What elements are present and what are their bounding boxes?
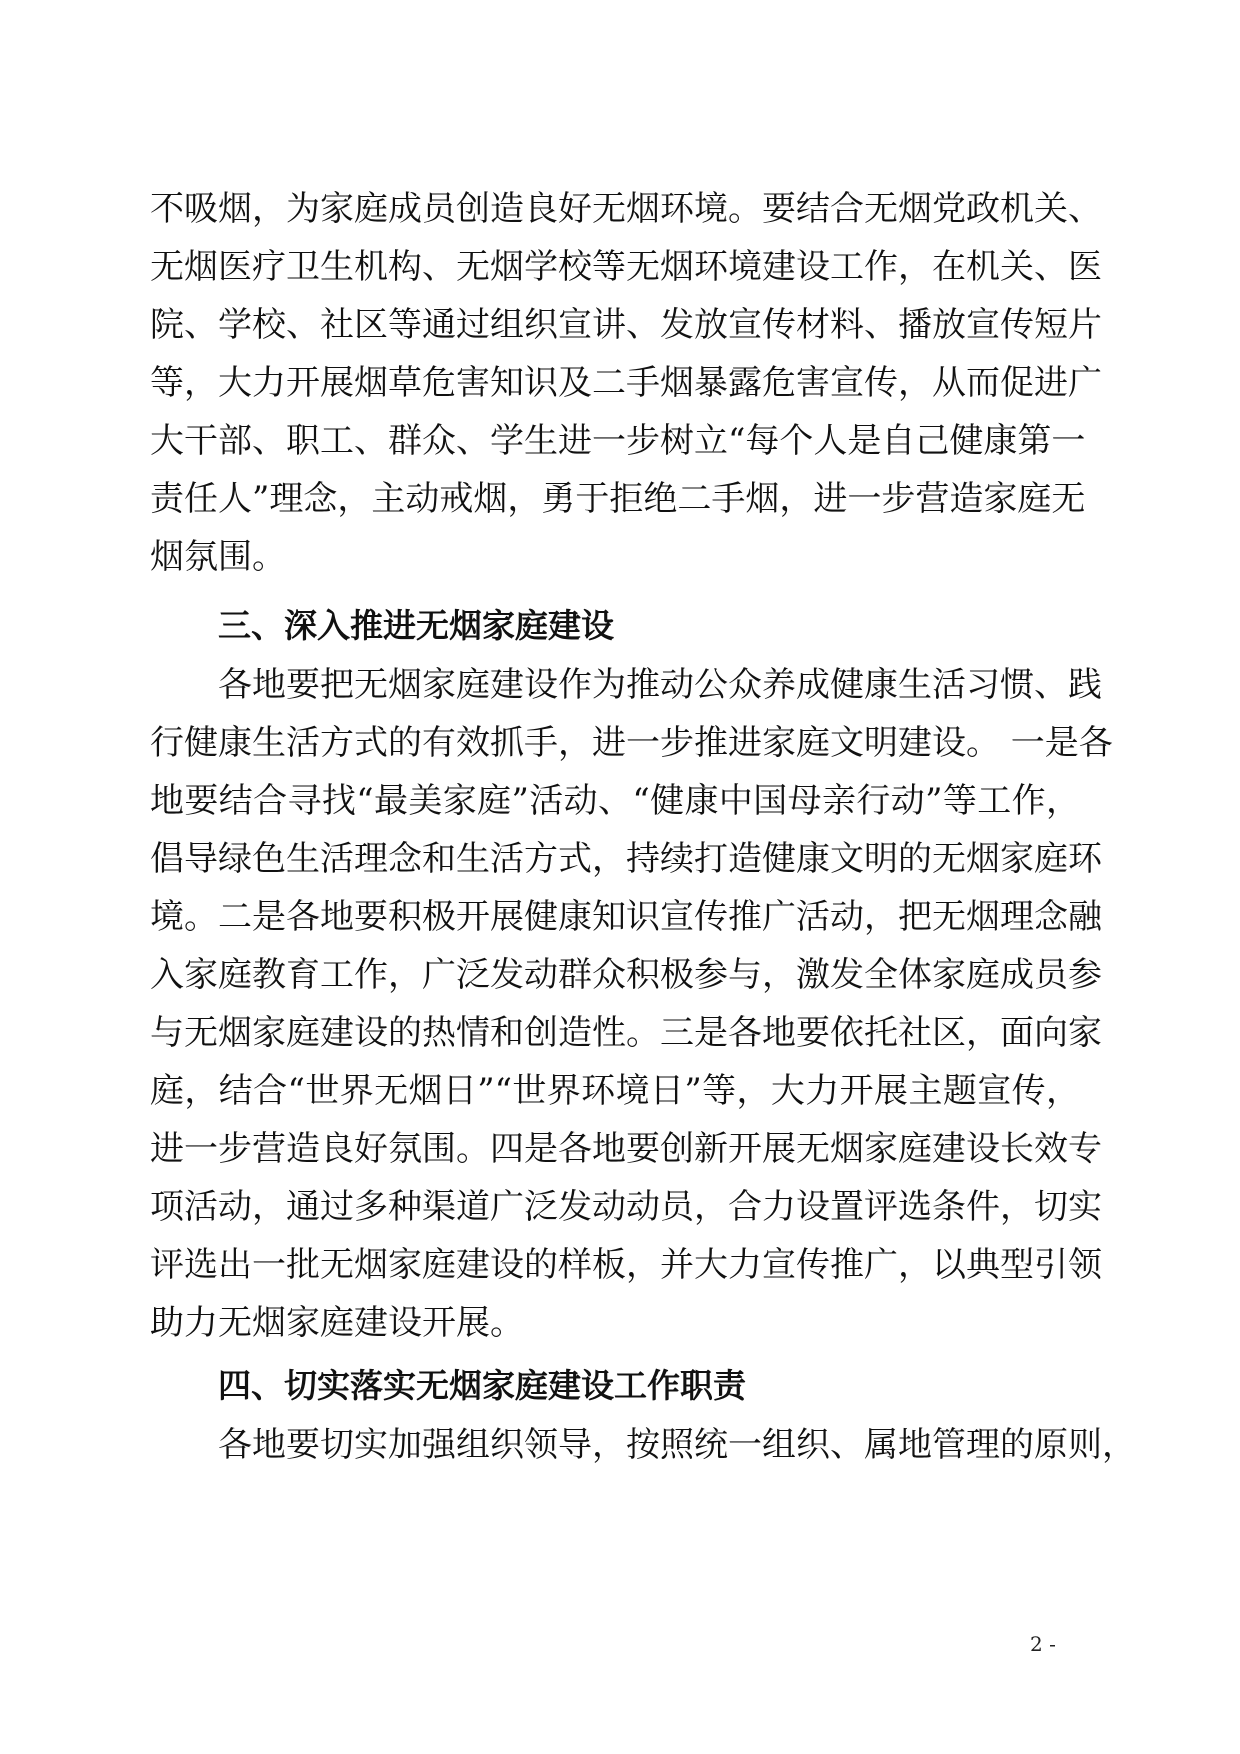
section-heading-4 bbox=[218, 1356, 1080, 1416]
paragraph-line: 地要结合寻找“最美家庭”活动、“健康中国母亲行动”等工作， bbox=[150, 781, 1080, 821]
heading-text: 三、深入推进无烟家庭建设 bbox=[218, 606, 614, 645]
page-number: 2 - bbox=[1030, 1632, 1056, 1656]
paragraph-line: 进一步营造良好氛围。四是各地要创新开展无烟家庭建设长效专 bbox=[150, 1129, 1102, 1169]
heading-text: 四、切实落实无烟家庭建设工作职责 bbox=[218, 1366, 746, 1405]
paragraph-line: 与无烟家庭建设的热情和创造性。三是各地要依托社区，面向家 bbox=[150, 1013, 1102, 1053]
paragraph-line: 助力无烟家庭建设开展。 bbox=[150, 1303, 524, 1343]
paragraph-line: 各地要把无烟家庭建设作为推动公众养成健康生活习惯、践 bbox=[218, 665, 1102, 705]
paragraph-line: 境。二是各地要积极开展健康知识宣传推广活动，把无烟理念融 bbox=[150, 897, 1102, 937]
paragraph-smoke-free-family bbox=[150, 656, 1113, 1352]
paragraph-line: 各地要切实加强组织领导，按照统一组织、属地管理的原则， bbox=[218, 1425, 1136, 1465]
paragraph-line: 行健康生活方式的有效抓手，进一步推进家庭文明建设。 一是各 bbox=[150, 723, 1113, 763]
section-heading-3 bbox=[218, 596, 1080, 656]
paragraph-line: 院、学校、社区等通过组织宣讲、发放宣传材料、播放宣传短片 bbox=[150, 305, 1102, 345]
paragraph-line: 评选出一批无烟家庭建设的样板，并大力宣传推广，以典型引领 bbox=[150, 1245, 1102, 1285]
paragraph-smoke-free-environment bbox=[150, 180, 1102, 586]
paragraph-responsibilities bbox=[150, 1416, 1136, 1474]
paragraph-line: 不吸烟，为家庭成员创造良好无烟环境。要结合无烟党政机关、 bbox=[150, 189, 1102, 229]
paragraph-line: 倡导绿色生活理念和生活方式，持续打造健康文明的无烟家庭环 bbox=[150, 839, 1102, 879]
paragraph-line: 入家庭教育工作，广泛发动群众积极参与，激发全体家庭成员参 bbox=[150, 955, 1102, 995]
paragraph-line: 等，大力开展烟草危害知识及二手烟暴露危害宣传，从而促进广 bbox=[150, 363, 1102, 403]
paragraph-line: 项活动，通过多种渠道广泛发动动员，合力设置评选条件，切实 bbox=[150, 1187, 1102, 1227]
paragraph-line: 庭，结合“世界无烟日”“世界环境日”等，大力开展主题宣传， bbox=[150, 1071, 1080, 1111]
paragraph-line: 烟氛围。 bbox=[150, 537, 286, 577]
paragraph-line: 责任人”理念，主动戒烟，勇于拒绝二手烟，进一步营造家庭无 bbox=[150, 479, 1086, 519]
paragraph-line: 无烟医疗卫生机构、无烟学校等无烟环境建设工作，在机关、医 bbox=[150, 247, 1102, 287]
paragraph-line: 大干部、职工、群众、学生进一步树立“每个人是自己健康第一 bbox=[150, 421, 1086, 461]
